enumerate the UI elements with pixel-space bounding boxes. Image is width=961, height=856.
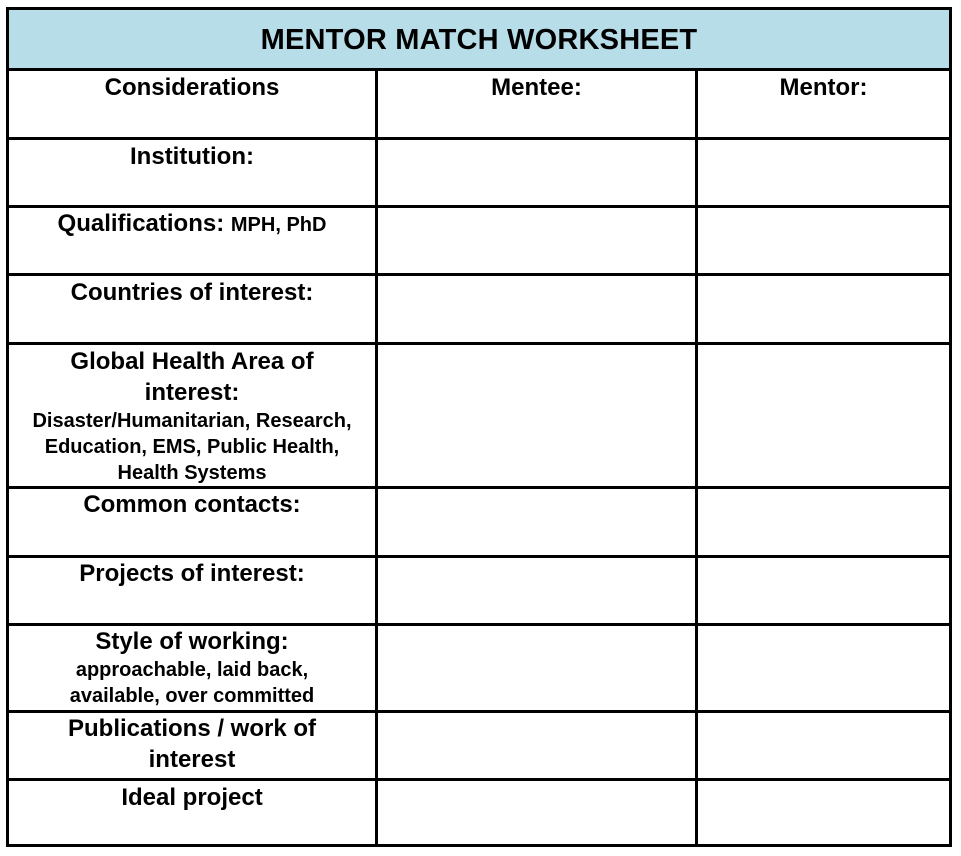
row-label-text: Countries of interest:: [70, 279, 314, 306]
row-label-ideal-project: [9, 782, 375, 844]
mentee-ideal-project-cell[interactable]: [378, 781, 695, 844]
mentor-institution-cell[interactable]: [698, 140, 949, 205]
mentor-publications-cell[interactable]: [698, 713, 949, 778]
row-label-text: Style of working:: [95, 628, 289, 655]
row-label-institution: [9, 141, 375, 205]
row-label-text: Global Health Area of interest:: [70, 348, 314, 406]
mentor-match-worksheet: [6, 7, 952, 847]
header-considerations: Considerations: [104, 74, 280, 101]
row-label-inline-detail: MPH, PhD: [230, 214, 327, 236]
mentee-common-contacts-cell[interactable]: [378, 489, 695, 555]
worksheet-title-bar: [9, 10, 949, 71]
row-label-text: Publications / work of interest: [67, 715, 317, 773]
mentor-countries-cell[interactable]: [698, 276, 949, 342]
mentor-global-health-area-cell[interactable]: [698, 345, 949, 486]
mentor-qualifications-cell[interactable]: [698, 208, 949, 273]
row-label-projects-of-interest: [9, 558, 375, 623]
row-label-text: Qualifications:: [57, 210, 225, 237]
mentee-style-cell[interactable]: [378, 626, 695, 710]
mentee-projects-cell[interactable]: [378, 558, 695, 623]
row-label-style-of-working: [9, 626, 375, 710]
row-label-text: Institution:: [130, 143, 254, 170]
row-label-text: Projects of interest:: [79, 560, 305, 587]
row-label-countries: [9, 277, 375, 342]
mentor-common-contacts-cell[interactable]: [698, 489, 949, 555]
row-label-common-contacts: [9, 489, 375, 555]
mentee-global-health-area-cell[interactable]: [378, 345, 695, 486]
mentee-countries-cell[interactable]: [378, 276, 695, 342]
header-mentor: Mentor:: [779, 74, 868, 101]
row-label-detail: approachable, laid back, available, over committed: [69, 659, 315, 707]
mentee-qualifications-cell[interactable]: [378, 208, 695, 273]
mentee-institution-cell[interactable]: [378, 140, 695, 205]
mentor-style-cell[interactable]: [698, 626, 949, 710]
row-label-global-health-area: [9, 346, 375, 486]
row-label-detail: Disaster/Humanitarian, Research, Education, EMS, Public Health, Health Systems: [32, 410, 352, 484]
row-label-publications: [9, 713, 375, 778]
mentee-publications-cell[interactable]: [378, 713, 695, 778]
row-label-text: Ideal project: [121, 784, 263, 811]
row-label-qualifications: [9, 208, 375, 273]
worksheet-title: MENTOR MATCH WORKSHEET: [260, 23, 698, 56]
row-label-text: Common contacts:: [83, 491, 301, 518]
header-mentee: Mentee:: [491, 74, 582, 101]
mentor-projects-cell[interactable]: [698, 558, 949, 623]
mentor-ideal-project-cell[interactable]: [698, 781, 949, 844]
